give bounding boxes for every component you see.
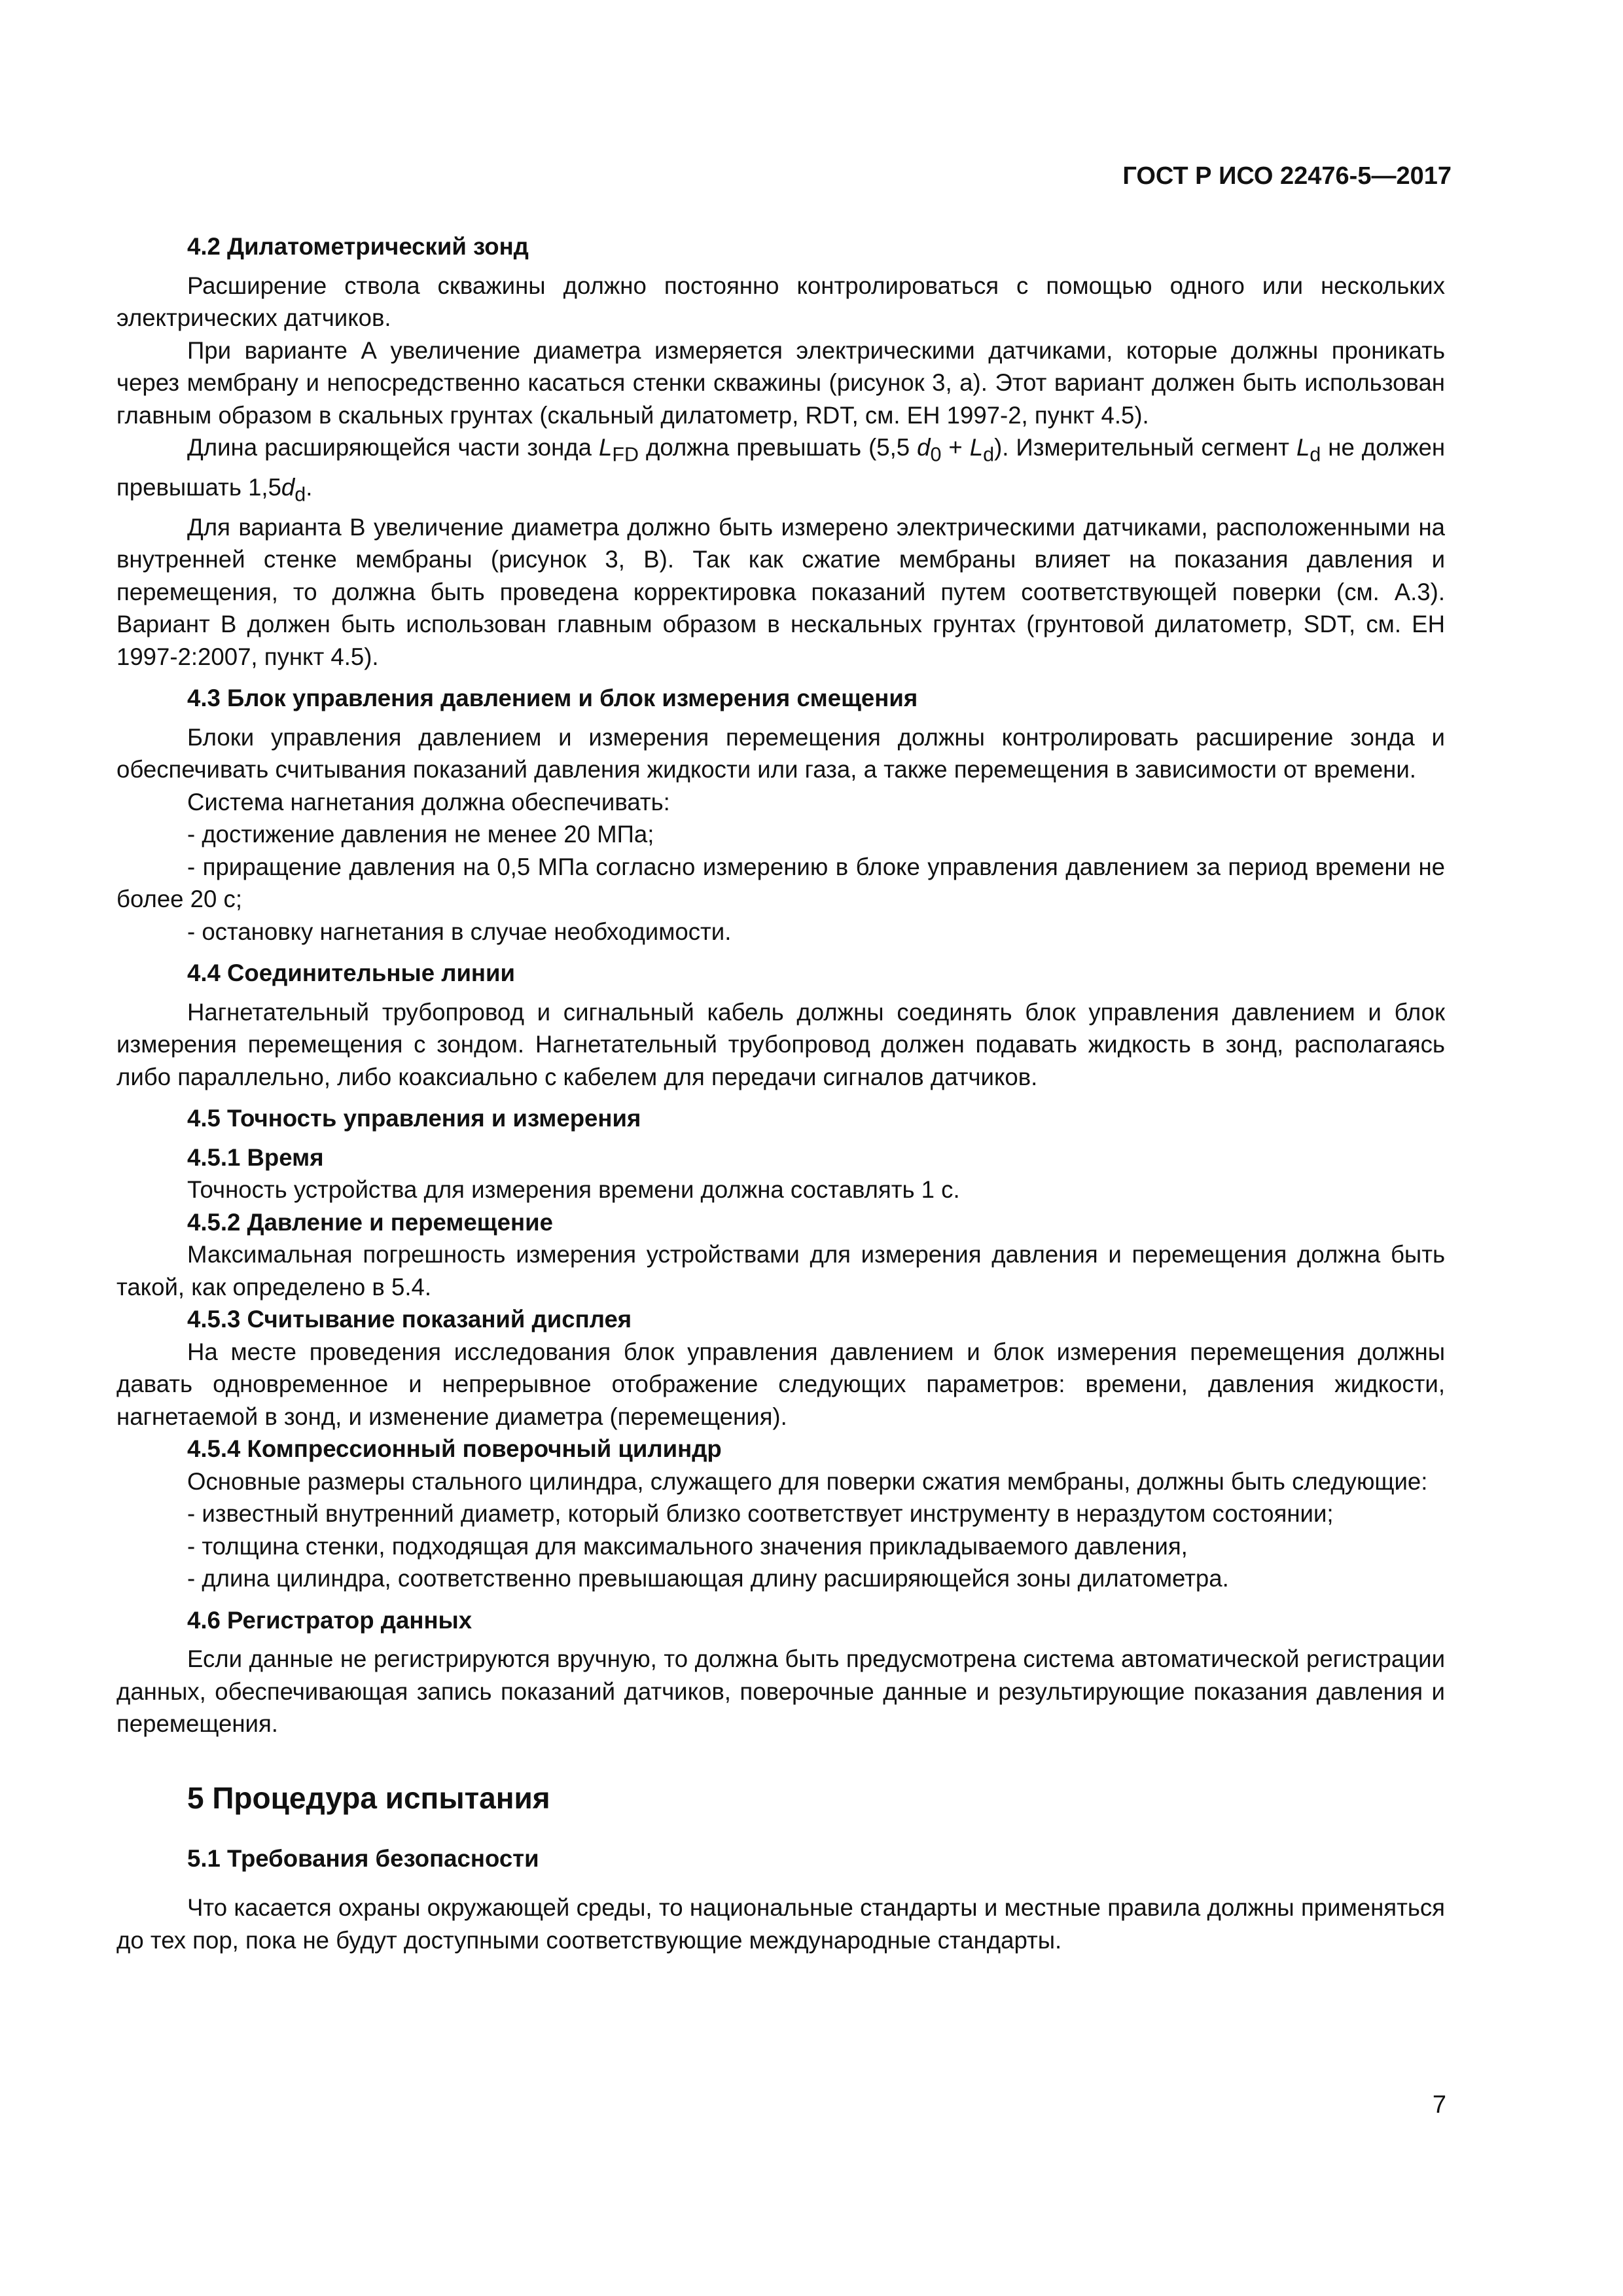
section-4-2-paragraph-1: Расширение ствола скважины должно постоянно контролироваться с помощью одного или нескольких электрических датчиков.: [116, 272, 1445, 331]
section-4-4-paragraph-1: Нагнетательный трубопровод и сигнальный кабель должны соединять блок управления давлением и блок измерения перемещения с зондом. Нагнетательный трубопровод должен подавать жидкость в зонд, располагаясь либо параллельно, либо коаксиально с кабелем для передачи сигналов датчиков.: [116, 998, 1445, 1090]
section-4-5-heading: 4.5 Точность управления и измерения: [187, 1105, 641, 1132]
list-item: - приращение давления на 0,5 МПа согласно измерению в блоке управления давлением за период времени не более 20 с;: [116, 853, 1445, 913]
section-4-6-heading: 4.6 Регистратор данных: [187, 1606, 473, 1634]
section-4-5-1-heading: 4.5.1 Время: [187, 1143, 324, 1171]
section-4-3-paragraph-2: Система нагнетания должна обеспечивать:: [187, 788, 670, 816]
section-4-5-1-paragraph: Точность устройства для измерения времени должна составлять 1 с.: [187, 1176, 960, 1204]
section-4-5-4-paragraph: Основные размеры стального цилиндра, служащего для поверки сжатия мембраны, должны быть следующие:: [187, 1467, 1428, 1495]
page-body: [116, 230, 1445, 1956]
list-item: - известный внутренний диаметр, который близко соответствует инструменту в нераздутом состоянии;: [187, 1500, 1334, 1528]
section-4-6-paragraph-1: Если данные не регистрируются вручную, то должна быть предусмотрена система автоматической регистрации данных, обеспечивающая запись показаний датчиков, поверочные данные и результирующие показания давления и перемещения.: [116, 1645, 1445, 1738]
section-4-2-paragraph-2: При варианте А увеличение диаметра измеряется электрическими датчиками, которые должны проникать через мембрану и непосредственно касаться стенки скважины (рисунок 3, а). Этот вариант должен быть использован главным образом в скальных грунтах (скальный дилатометр, RDT, см. ЕН 1997-2, пункт 4.5).: [116, 336, 1445, 429]
section-4-5-3-heading: 4.5.3 Считывание показаний дисплея: [187, 1306, 632, 1333]
section-5-1-paragraph: Что касается охраны окружающей среды, то национальные стандарты и местные правила должны применяться до тех пор, пока не будут доступными соответствующие международные стандарты.: [116, 1894, 1445, 1954]
section-5-1-heading: 5.1 Требования безопасности: [187, 1844, 539, 1872]
section-4-2-paragraph-3: Длина расширяющейся части зонда $L_{FD}$ должна превышать (5,5 $d_0 + L_d$). Измерительный сегмент $L_d$ не должен превышать $1,5d_d$.: [116, 434, 1446, 506]
section-4-2-heading: 4.2 Дилатометрический зонд: [187, 233, 529, 260]
section-4-5-2-paragraph: Максимальная погрешность измерения устройствами для измерения давления и перемещения должна быть такой, как определено в 5.4.: [116, 1241, 1445, 1300]
section-4-3-heading: 4.3 Блок управления давлением и блок измерения смещения: [187, 685, 918, 712]
section-4-5-4-heading: 4.5.4 Компрессионный поверочный цилиндр: [187, 1435, 722, 1463]
list-item: - толщина стенки, подходящая для максимального значения прикладываемого давления,: [187, 1532, 1188, 1560]
section-4-5-3-paragraph: На месте проведения исследования блок управления давлением и блок измерения перемещения должны давать одновременное и непрерывное отображение следующих параметров: времени, давления жидкости, нагнетаемой в зонд, и изменение диаметра (перемещения).: [116, 1338, 1445, 1430]
list-item: - достижение давления не менее 20 МПа;: [187, 821, 654, 848]
section-4-4-heading: 4.4 Соединительные линии: [187, 960, 516, 987]
page-number: 7: [1432, 2091, 1446, 2119]
section-4-5-2-heading: 4.5.2 Давление и перемещение: [187, 1208, 553, 1236]
document-code: ГОСТ Р ИСО 22476-5—2017: [1122, 162, 1452, 190]
list-item: - остановку нагнетания в случае необходимости.: [187, 918, 732, 945]
section-4-3-paragraph-1: Блоки управления давлением и измерения перемещения должны контролировать расширение зонда и обеспечивать считывания показаний давления жидкости или газа, а также перемещения в зависимости от времени.: [116, 723, 1445, 783]
chapter-5-heading: 5 Процедура испытания: [187, 1780, 550, 1815]
section-4-2-paragraph-4: Для варианта В увеличение диаметра должно быть измерено электрическими датчиками, расположенными на внутренней стенке мембраны (рисунок 3, В). Так как сжатие мембраны влияет на показания давления и перемещения, то должна быть проведена корректировка показаний путем соответствующей поверки (см. А.3). Вариант В должен быть использован главным образом в нескальных грунтах (грунтовой дилатометр, SDT, см. ЕН 1997-2:2007, пункт 4.5).: [116, 513, 1445, 670]
list-item: - длина цилиндра, соответственно превышающая длину расширяющейся зоны дилатометра.: [187, 1565, 1229, 1592]
